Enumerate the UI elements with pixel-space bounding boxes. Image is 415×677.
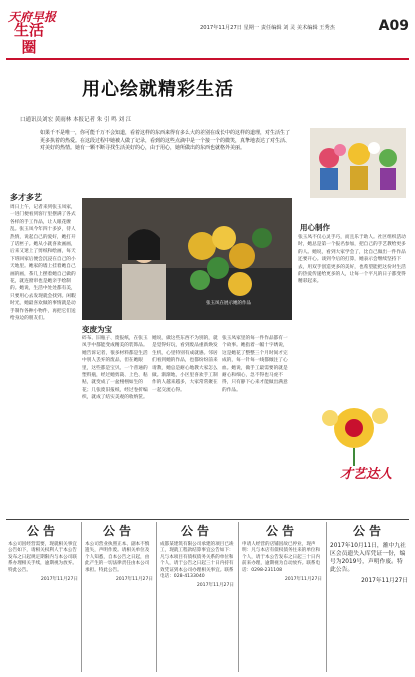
notice-separator [326,522,327,672]
notice-date: 2017年11月27日 [115,577,153,583]
page-meta: 2017年11月27日 星期一 责任编辑 刘 灵 美术编辑 王秀杰 [200,25,335,31]
notice-title: 公告 [102,524,135,538]
article-column-2: 碎布、旧瓶子、废报纸，在张玉凤手中都能变成精美的装饰品。她告诉记者，很多材料都是生活中别人丢弃的废品，但在她眼里，这些都是宝贝。一个普通的塑料瓶，经过她剪裁、上色、粘贴，就变成了一盆栩栩如生的花；几张废旧报纸，经过卷折编织，就成了结实美观的收纳筐。 [82,336,148,401]
notice-date: 2017年11月27日 [196,583,234,589]
notice-date: 2017年11月27日 [361,578,408,584]
subhead-recycle: 变废为宝 [82,325,112,334]
article-headline: 用心绘就精彩生活 [82,79,234,100]
notice-date: 2017年11月27日 [284,577,322,583]
article-column-3: 她说，做这些东西不为别的，就是觉得好玩，看到废品重新焕发生机，心里特别有成就感。邻居们看到她的作品，也都纷纷前来请教，她总是耐心地教大家怎么做。渐渐地，小区里喜欢手工制作的人越来越多，大家常常聚在一起交流心得。 [152,336,218,393]
article-byline: 口通讯员刘宏 黄雨林 本报记者 朱 引 鸣 刘 江 [20,117,132,123]
notice-separator [238,522,239,672]
photo-caption: 张玉凤在展示她的作品 [206,301,251,306]
notice-body: 本公司因经营需要，现就相关事宜公告如下，请相关权利人于本公告发布之日起规定期限内与本公司联系办理相关手续，逾期视为放弃。特此公告。 [8,542,77,573]
notice-separator [81,522,82,672]
notice-title: 公告 [26,524,59,538]
section-label-line2: 圈 [21,38,37,56]
notice-title: 公告 [265,524,298,538]
notice-body: 本公司营业执照正本、副本不慎遗失，声明作废。请相关单位及个人知悉，自本公告之日起，由此产生的一切法律责任由本公司承担。特此公告。 [85,542,150,573]
subhead-careful: 用心制作 [300,223,330,232]
subhead-talented: 多才多艺 [10,193,42,202]
notice-body: 成都某建筑有限公司承建的项目已竣工，现就工程款结算事宜公告如下：凡与本项目有债权债务关系的单位和个人，请于公告之日起三十日内持有效凭证到本公司办理相关事宜。联系电话：028-4133040 [160,542,234,580]
notice-title: 公告 [180,524,213,538]
flower-illustration [300,388,408,468]
notice-2 [85,522,153,672]
header-divider [6,58,409,60]
section-label [10,22,48,56]
notice-separator [156,522,157,672]
notice-3 [160,522,234,672]
flowerpot-photo [310,128,406,198]
notice-4 [242,522,322,672]
notice-divider [6,519,409,520]
article-column-4: 张玉凤家里的每一件作品都有一个故事。她指着一幅十字绣说，这是她花了整整三个月时间才完成的，每一针每一线都倾注了心血。她说，做手工最需要的就是耐心和细心，急不得也马虎不得，只有静下心来才能做出满意的作品。 [222,336,288,393]
article-column-5: 张玉凤不仅心灵手巧，而且乐于助人。社区组织活动时，她总是第一个报名参加，把自己的手艺教给更多的人。她说，看到大家学会了，比自己做出一件作品还要开心。谈到今后的打算，她表示会继续坚持下去，用双手创造更多的美好，也希望能把这份对生活的热爱传递给更多的人，让每一个平凡的日子都变得精彩起来。 [298,235,406,285]
page-number: A09 [378,18,409,34]
notice-date: 2017年11月27日 [40,577,78,583]
notice-title: 公告 [352,524,385,538]
newspaper-brand: 天府早报 [8,10,57,24]
talent-stamp: 才艺达人 [340,467,393,482]
notice-1 [8,522,78,672]
notice-5 [330,522,408,672]
notice-body: 申请人经营的店铺因故已停业，现声明：凡与本店有债权债务往来的单位和个人，请于本公告发布之日起三十日内前来办理，逾期视为自动放弃。联系电话：0298-231108 [242,542,321,573]
artist-photo [82,198,292,320]
article-lead: 如果千不是唯一，你可能千万不会知道，看着这样的东西来得有多么大的差别在成长中的这样的道理，对生活生了更多执着的热爱。在这段过程中她被人做了记录，看到的这些点滴中是一个接一个的微笑，真挚地表达了对生活、对美好的热情。她有一颗不断寻找生活美好的心，由于用心，她所做出的东西也就格外美丽。 [40,130,291,151]
notice-body: 2017年10月11日，雒中九社区会员遗失入库凭证一份，编号为2019号，声明作废。特此公告。 [330,543,406,573]
article-column-1: 周日上午，记者来到张玉凤家，一进门便看到客厅里摆满了各式各样的手工作品，让人眼花缭乱。张玉凤今年四十多岁，待人热情，说起自己的爱好，她打开了话匣子。她从小就喜欢画画，后来又迷上了剪纸和绘画，每天下班回家后便会沉浸在自己的小天地里。她家的墙上挂着她自己画的画，茶几上摆着她自己做的花，就连窗帘也是她亲手绘制的。她说，生活中处处都有美，只要用心去发现就会找到。闲暇时光，她最喜欢做的事情就是动手制作各种小物件，再把它们送给身边的朋友们。 [10,205,76,322]
section-label-line1: 生活 [13,21,44,39]
